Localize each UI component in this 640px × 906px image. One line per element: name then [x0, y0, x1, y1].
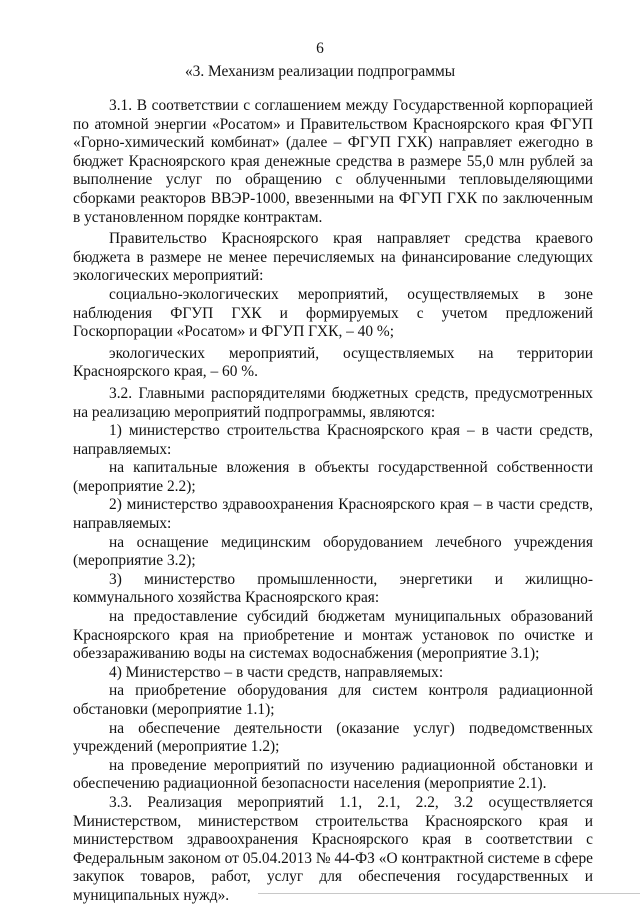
- paragraph-3-3: 3.3. Реализация мероприятий 1.1, 2.1, 2.2, 3.2 осуществляется Министерством, министерством строительства Красноярского края и министерством здравоохранения Красноярского края в соответствии с Федеральным законом от 05.04.2013 № 44-ФЗ «О контрактной системе в сфере закупок товаров, работ, услуг для обеспечения государственных и муниципальных нужд».: [73, 793, 593, 904]
- paragraph-subsidies: на предоставление субсидий бюджетам муниципальных образований Красноярского края на приобретение и монтаж установок по очистке и обеззараживанию воды на системах водоснабжения (мероприятие 3.1);: [73, 608, 593, 663]
- paragraph-ministry-construction: 1) министерство строительства Красноярского края – в части средств, направляемых:: [73, 422, 593, 458]
- paragraph-government-funding: Правительство Красноярского края направляет средства краевого бюджета в размере не менее перечисляемых на финансирование следующих экологических мероприятий:: [73, 230, 593, 285]
- body-text: [73, 97, 593, 906]
- paragraph-ministry-health: 2) министерство здравоохранения Красноярского края – в части средств, направляемых:: [73, 496, 593, 533]
- paragraph-ministry: 4) Министерство – в части средств, направляемых:: [109, 663, 444, 681]
- scan-edge-line: [258, 893, 640, 894]
- paragraph-ecological: экологических мероприятий, осуществляемых на территории Красноярского края, – 60 %.: [73, 344, 593, 381]
- paragraph-subordinate-institutions: на обеспечение деятельности (оказание услуг) подведомственных учреждений (мероприятие 1.2);: [73, 719, 593, 756]
- section-title: «3. Механизм реализации подпрограммы: [184, 63, 456, 80]
- paragraph-ministry-industry: 3) министерство промышленности, энергетики и жилищно-коммунального хозяйства Красноярского края:: [73, 570, 593, 607]
- paragraph-medical-equipment: на оснащение медицинским оборудованием лечебного учреждения (мероприятие 3.2);: [73, 533, 593, 570]
- paragraph-radiation-study: на проведение мероприятий по изучению радиационной обстановки и обеспечению радиационной безопасности населения (мероприятие 2.1).: [73, 756, 593, 793]
- paragraph-socio-ecological: социально-экологических мероприятий, осуществляемых в зоне наблюдения ФГУП ГХК и формируемых с учетом предложений Госкорпорации «Росатом» и ФГУП ГХК, – 40 %;: [73, 285, 593, 341]
- page-number: 6: [316, 40, 324, 57]
- paragraph-capital-investment: на капитальные вложения в объекты государственной собственности (мероприятие 2.2);: [73, 459, 593, 495]
- paragraph-3-2: 3.2. Главными распорядителями бюджетных средств, предусмотренных на реализацию мероприятий подпрограммы, являются:: [73, 384, 593, 421]
- paragraph-radiation-equipment: на приобретение оборудования для систем контроля радиационной обстановки (мероприятие 1.1);: [73, 682, 593, 718]
- paragraph-3-1: 3.1. В соответствии с соглашением между Государственной корпорацией по атомной энергии «Росатом» и Правительством Красноярского края ФГУП «Горно-химический комбинат» (далее – ФГУП ГХК) направляет ежегодно в бюджет Красноярского края денежные средства в размере 55,0 млн рублей за выполнение услуг по обращению с облученными тепловыделяющими сборками реакторов ВВЭР-1000, ввезенными на ФГУП ГХК по заключенным в установленном порядке контрактам.: [73, 97, 593, 226]
